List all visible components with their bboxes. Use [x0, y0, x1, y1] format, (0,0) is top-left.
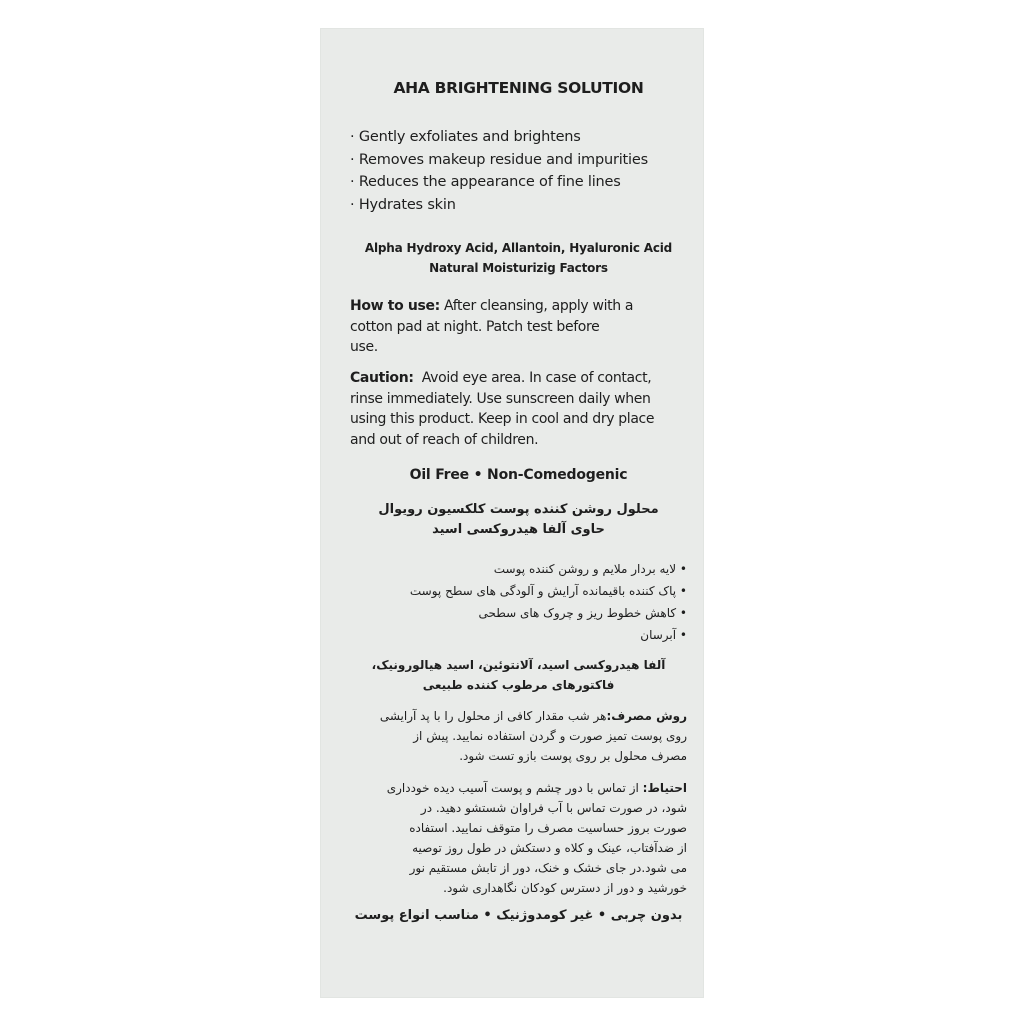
benefit-item: · Gently exfoliates and brightens: [350, 129, 581, 145]
persian-how-to-use-text: مصرف محلول بر روی پوست بازو تست شود.: [459, 749, 687, 763]
how-to-use-line: [350, 296, 687, 317]
persian-how-to-use: [350, 706, 687, 766]
persian-benefit-item: • کاهش خطوط ریز و چروک های سطحی: [478, 606, 687, 620]
persian-caution: [350, 778, 687, 898]
how-to-use-text: use.: [350, 339, 378, 355]
persian-title-line: محلول روشن کننده پوست کلکسیون رویوال: [378, 502, 659, 517]
persian-title-line: حاوی آلفا هیدروکسی اسید: [432, 522, 605, 537]
persian-caution-text: می شود.در جای خشک و خنک، دور از تابش مستقیم نور: [409, 861, 687, 875]
persian-how-to-use-label: روش مصرف:: [606, 709, 687, 723]
benefit-item: · Removes makeup residue and impurities: [350, 151, 648, 168]
benefits-list: [350, 126, 687, 216]
how-to-use-text: cotton pad at night. Patch test before: [350, 318, 600, 335]
product-title: AHA BRIGHTENING SOLUTION: [393, 79, 644, 97]
ingredients-line: Natural Moisturizig Factors: [429, 261, 608, 275]
caution-text: and out of reach of children.: [350, 431, 539, 448]
persian-benefit-item: • آبرسان: [640, 628, 687, 642]
how-to-use-text: After cleansing, apply with a: [439, 298, 634, 314]
persian-ingredients-line: فاکتورهای مرطوب کننده طبیعی: [422, 678, 615, 692]
persian-benefits-list: [350, 558, 687, 646]
persian-benefit-item: • لایه بردار ملایم و روشن کننده پوست: [493, 562, 687, 576]
persian-how-to-use-text: هر شب مقدار کافی از محلول را با پد آرایشی: [379, 709, 607, 723]
ingredients-line: Alpha Hydroxy Acid, Allantoin, Hyaluronic Acid: [364, 241, 673, 255]
benefit-item: · Hydrates skin: [350, 196, 456, 213]
persian-how-to-use-line: [350, 706, 687, 726]
persian-caution-text: شود، در صورت تماس با آب فراوان شستشو دهید. در: [420, 801, 687, 815]
caution: [350, 368, 687, 450]
caution-text: rinse immediately. Use sunscreen daily when: [350, 390, 651, 407]
how-to-use: [350, 296, 687, 358]
oil-free-claim: Oil Free • Non-Comedogenic: [409, 467, 628, 483]
how-to-use-label: How to use:: [350, 298, 440, 314]
persian-footer-claims: بدون چربی • غیر کومدوژنیک • مناسب انواع پوست: [354, 908, 683, 923]
persian-how-to-use-text: روی پوست تمیز صورت و گردن استفاده نمایید. پیش از: [413, 729, 687, 743]
persian-caution-label: احتیاط:: [642, 781, 687, 795]
persian-ingredients-line: آلفا هیدروکسی اسید، آلانتوئین، اسید هیالورونیک،: [371, 658, 666, 672]
product-label-panel: [320, 28, 704, 998]
caution-text: Avoid eye area. In case of contact,: [413, 370, 652, 386]
persian-ingredients: [350, 655, 687, 695]
caution-label: Caution:: [350, 370, 414, 386]
caution-line: [350, 368, 687, 389]
caution-text: using this product. Keep in cool and dry place: [350, 411, 655, 427]
persian-caution-text: از ضدآفتاب، عینک و کلاه و دستکش در طول روز توصیه: [412, 841, 687, 855]
benefit-item: · Reduces the appearance of fine lines: [350, 174, 621, 190]
ingredients: [350, 238, 687, 278]
persian-caution-text: صورت بروز حساسیت مصرف را متوقف نمایید. استفاده: [409, 821, 687, 835]
persian-benefit-item: • پاک کننده باقیمانده آرایش و آلودگی های سطح پوست: [409, 584, 687, 598]
persian-caution-text: خورشید و دور از دسترس کودکان نگاهداری شود.: [443, 881, 687, 895]
persian-caution-line: [350, 778, 687, 798]
persian-caution-text: از تماس با دور چشم و پوست آسیب دیده خودداری: [386, 781, 643, 795]
persian-product-title: [350, 500, 687, 540]
